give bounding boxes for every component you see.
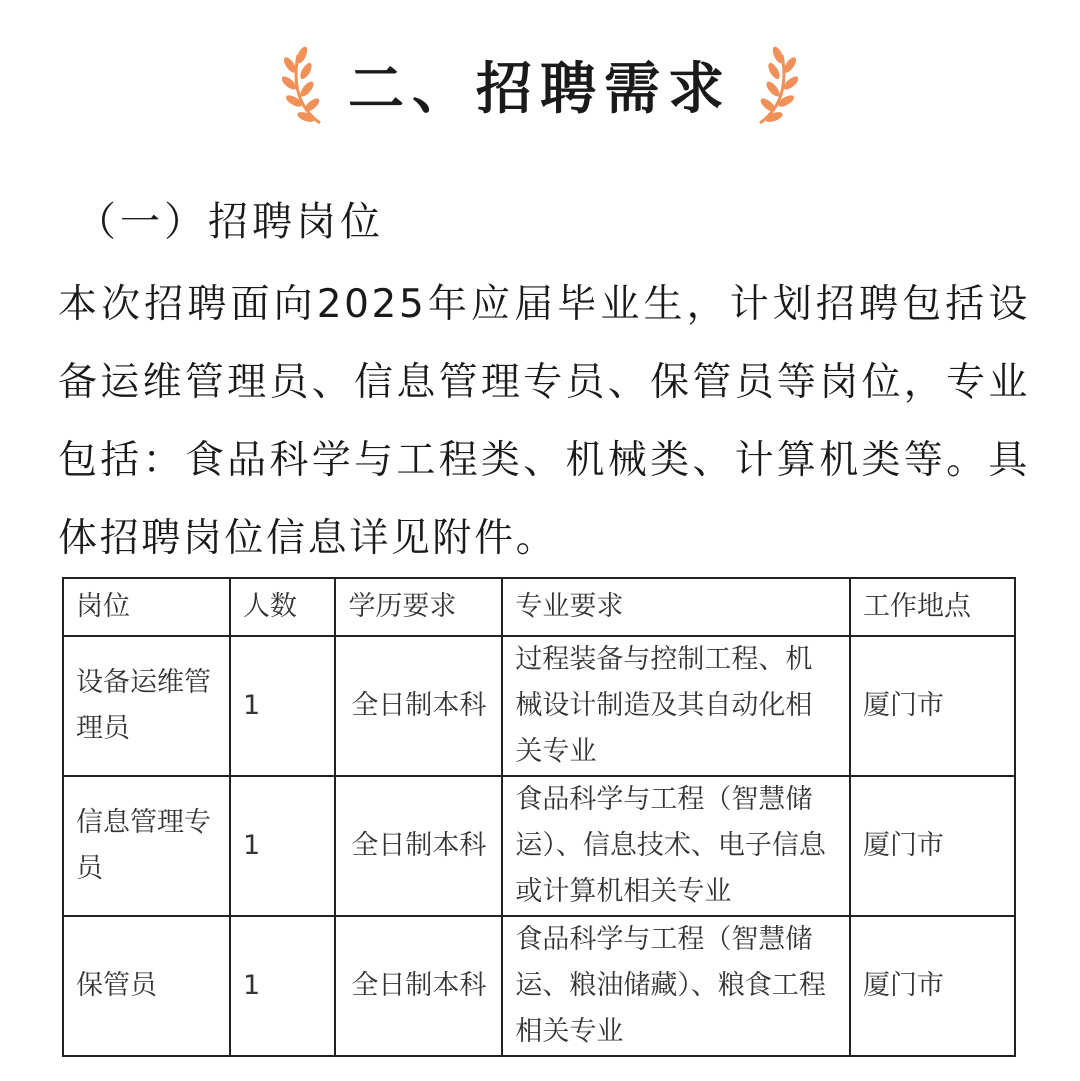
table-row xyxy=(63,636,1015,776)
section-heading xyxy=(0,40,1080,130)
cell-count: 1 xyxy=(230,636,336,776)
header-education: 学历要求 xyxy=(335,578,502,636)
cell-education: 全日制本科 xyxy=(335,776,502,916)
header-count: 人数 xyxy=(230,578,336,636)
header-major: 专业要求 xyxy=(502,578,850,636)
cell-post: 保管员 xyxy=(63,916,230,1056)
cell-major: 过程装备与控制工程、机械设计制造及其自动化相关专业 xyxy=(502,636,850,776)
cell-major: 食品科学与工程（智慧储运）、信息技术、电子信息或计算机相关专业 xyxy=(502,776,850,916)
cell-count: 1 xyxy=(230,776,336,916)
table-header-row xyxy=(63,578,1015,636)
table-row xyxy=(63,776,1015,916)
cell-education: 全日制本科 xyxy=(335,916,502,1056)
header-post: 岗位 xyxy=(63,578,230,636)
table-row xyxy=(63,916,1015,1056)
laurel-right-icon xyxy=(746,43,798,127)
job-table xyxy=(62,577,1016,1057)
cell-post: 信息管理专员 xyxy=(63,776,230,916)
cell-education: 全日制本科 xyxy=(335,636,502,776)
cell-location: 厦门市 xyxy=(850,916,1015,1056)
cell-location: 厦门市 xyxy=(850,636,1015,776)
cell-count: 1 xyxy=(230,916,336,1056)
cell-post: 设备运维管理员 xyxy=(63,636,230,776)
header-location: 工作地点 xyxy=(850,578,1015,636)
laurel-left-icon xyxy=(282,43,334,127)
cell-location: 厦门市 xyxy=(850,776,1015,916)
cell-major: 食品科学与工程（智慧储运、粮油储藏）、粮食工程相关专业 xyxy=(502,916,850,1056)
section-subtitle: （一）招聘岗位 xyxy=(76,199,384,245)
intro-paragraph: 本次招聘面向2025年应届毕业生，计划招聘包括设备运维管理员、信息管理专员、保管员等岗位，专业包括：食品科学与工程类、机械类、计算机类等。具体招聘岗位信息详见附件。 xyxy=(58,282,1030,561)
heading-title: 二、招聘需求 xyxy=(348,57,732,122)
